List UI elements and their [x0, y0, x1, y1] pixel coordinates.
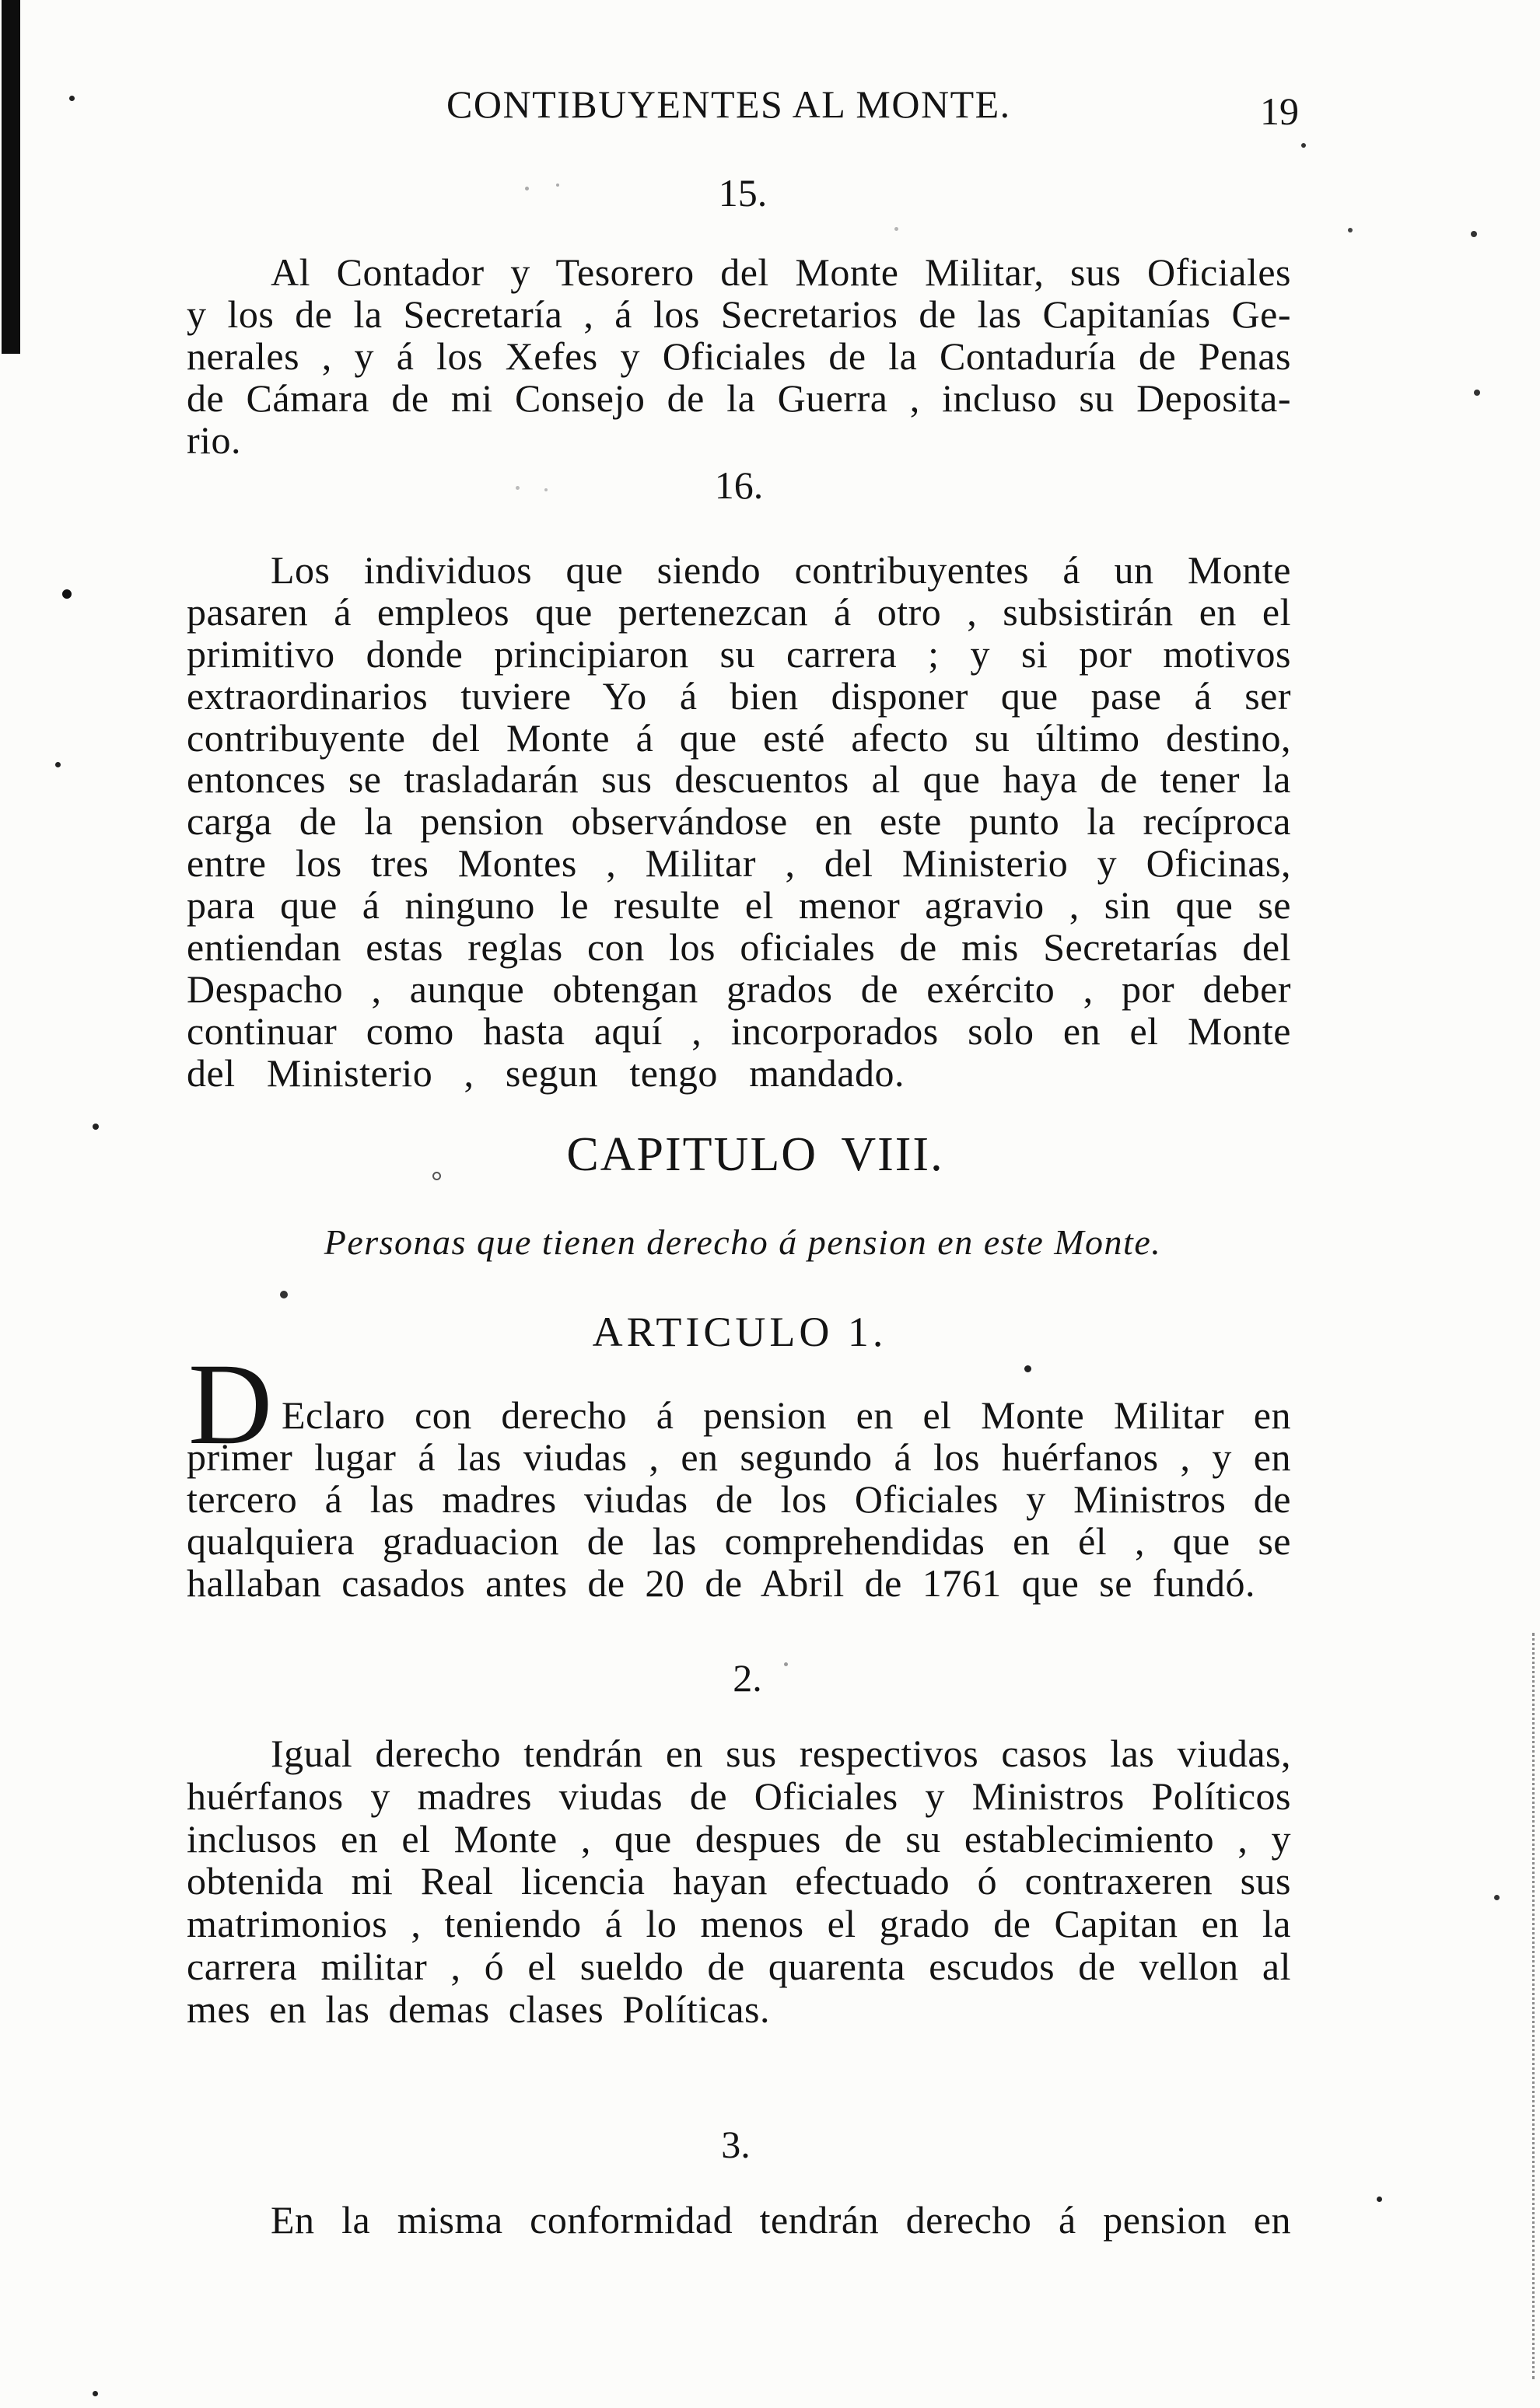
ink-speck [1348, 228, 1353, 232]
article-heading: ARTICULO 1. [592, 1309, 887, 1355]
ink-speck [69, 96, 75, 101]
text-line: inclusos en el Monte , que despues de su establecimiento , y [187, 1817, 1291, 1861]
text-line: entiendan estas reglas con los oficiales de mis Secretarías del [187, 925, 1291, 969]
ink-speck [1494, 1895, 1500, 1900]
text-line: entonces se trasladarán sus descuentos al que haya de tener la [187, 757, 1291, 801]
drop-cap: D [188, 1340, 273, 1469]
ink-speck [93, 2391, 98, 2396]
article-number: 15. [718, 171, 768, 215]
article-number: 2. [733, 1656, 762, 1700]
ink-speck [1301, 143, 1306, 148]
text-line: contribuyente del Monte á que esté afecto su último destino, [187, 716, 1291, 760]
text-line: carrera militar , ó el sueldo de quarenta escudos de vellon al [187, 1945, 1291, 1988]
text-line: carga de la pension observándose en este punto la recíproca [187, 799, 1291, 843]
text-line: huérfanos y madres viudas de Oficiales y Ministros Políticos [187, 1774, 1291, 1818]
ink-speck [784, 1662, 788, 1666]
ink-speck [525, 187, 529, 190]
article-number: 3. [721, 2123, 751, 2166]
ink-speck [1471, 231, 1477, 237]
text-line: qualquiera graduacion de las comprehendidas en él , que se [187, 1519, 1291, 1563]
text-line: matrimonios , teniendo á lo menos el grado de Capitan en la [187, 1902, 1291, 1945]
ink-speck [516, 486, 520, 490]
text-line: nerales , y á los Xefes y Oficiales de la Contaduría de Penas [187, 334, 1291, 378]
text-line: hallaban casados antes de 20 de Abril de 1761 que se fundó. [187, 1561, 1255, 1605]
text-line: primer lugar á las viudas , en segundo á los huérfanos , y en [187, 1435, 1291, 1479]
ink-speck [93, 1124, 99, 1130]
ink-speck [432, 1172, 441, 1180]
page-edge [1532, 1633, 1535, 2379]
text-line: obtenida mi Real licencia hayan efectuado ó contraxeren sus [187, 1859, 1291, 1903]
text-line: del Ministerio , segun tengo mandado. [187, 1051, 905, 1095]
text-line: Despacho , aunque obtengan grados de exército , por deber [187, 967, 1291, 1011]
text-line: continuar como hasta aquí , incorporados solo en el Monte [187, 1009, 1291, 1053]
text-line: primitivo donde principiaron su carrera ; y si por motivos [187, 632, 1291, 676]
text-line: extraordinarios tuviere Yo á bien disponer que pase á ser [187, 674, 1291, 718]
ink-speck [1024, 1365, 1031, 1372]
chapter-title: CAPITULO VIII. [566, 1128, 944, 1181]
text-line: En la misma conformidad tendrán derecho á pension en [271, 2198, 1291, 2242]
article-number: 16. [714, 463, 764, 507]
ink-speck [556, 183, 559, 187]
ink-speck [62, 589, 72, 599]
text-line: Los individuos que siendo contribuyentes á un Monte [271, 548, 1291, 592]
ink-speck [894, 227, 898, 231]
ink-speck [1474, 390, 1480, 396]
text-line: Eclaro con derecho á pension en el Monte Militar en [282, 1393, 1291, 1437]
text-line: rio. [187, 418, 242, 462]
text-line: tercero á las madres viudas de los Oficiales y Ministros de [187, 1477, 1291, 1521]
page-number: 19 [1260, 89, 1299, 133]
ink-speck [1377, 2197, 1382, 2202]
text-line: mes en las demas clases Políticas. [187, 1987, 770, 2031]
ink-speck [55, 762, 61, 767]
running-head: CONTIBUYENTES AL MONTE. [446, 82, 1011, 126]
text-line: Al Contador y Tesorero del Monte Militar, sus Oficiales [271, 250, 1291, 294]
text-line: Igual derecho tendrán en sus respectivos casos las viudas, [271, 1732, 1291, 1775]
text-line: de Cámara de mi Consejo de la Guerra , incluso su Deposita- [187, 376, 1291, 420]
ink-speck [280, 1291, 288, 1298]
text-line: entre los tres Montes , Militar , del Ministerio y Oficinas, [187, 841, 1291, 885]
text-line: para que á ninguno le resulte el menor agravio , sin que se [187, 883, 1291, 927]
chapter-subtitle: Personas que tienen derecho á pension en este Monte. [324, 1222, 1162, 1262]
text-line: y los de la Secretaría , á los Secretarios de las Capitanías Ge- [187, 292, 1291, 336]
binding-shadow [2, 0, 20, 354]
ink-speck [544, 488, 548, 491]
text-line: pasaren á empleos que pertenezcan á otro , subsistirán en el [187, 590, 1291, 634]
